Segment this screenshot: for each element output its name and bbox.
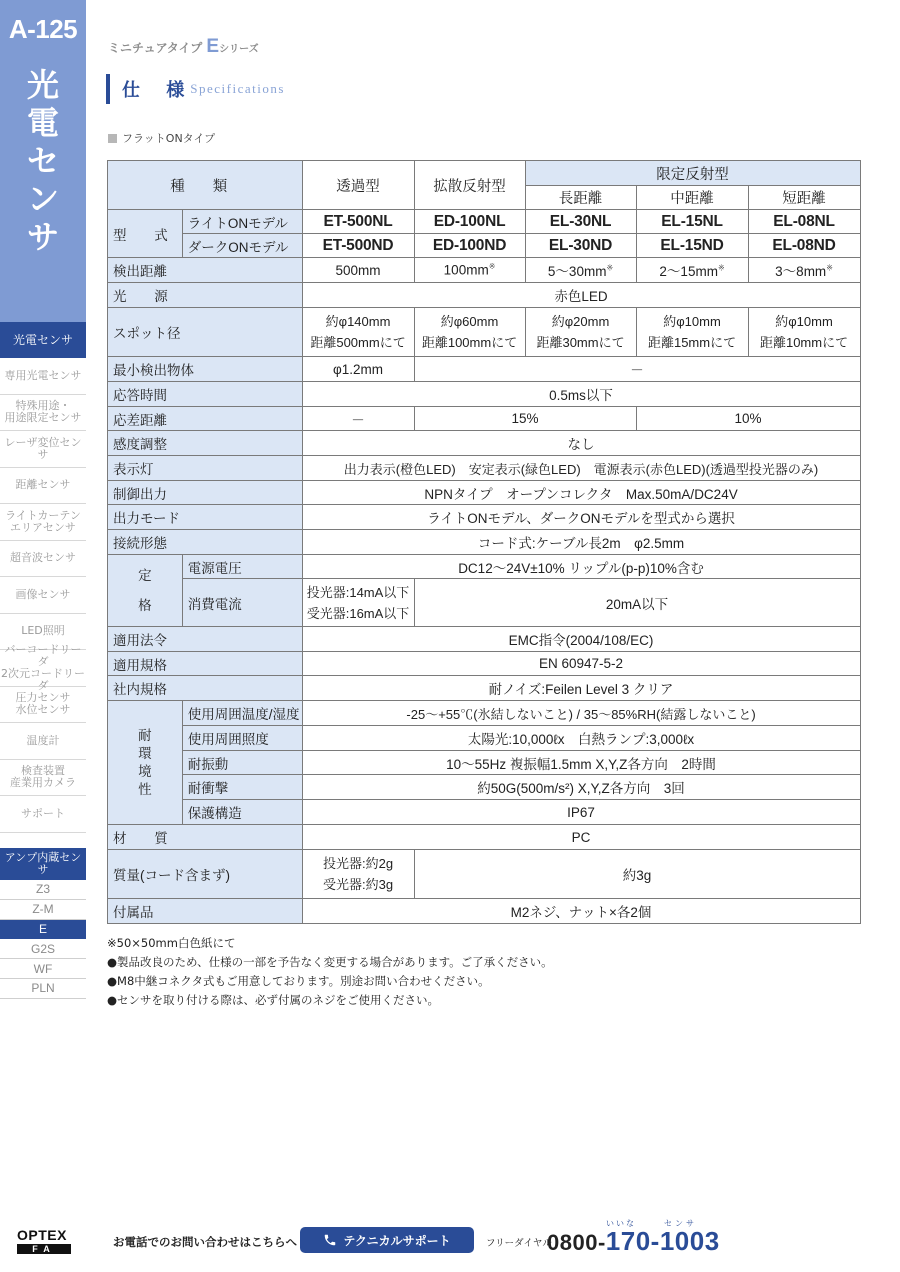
value-cell: 10%: [636, 407, 860, 431]
value-cell: 15%: [414, 407, 636, 431]
table-row: [108, 357, 861, 382]
row-label: 電源電圧: [182, 555, 302, 579]
col-long: 長距離: [525, 186, 636, 210]
square-bullet-icon: [108, 134, 117, 143]
subnav-item-wf[interactable]: WF: [0, 959, 86, 979]
value-cell: 出力表示(橙色LED) 安定表示(緑色LED) 電源表示(赤色LED)(透過型投光器のみ): [302, 456, 860, 481]
row-label: 検出距離: [108, 258, 303, 283]
value-cell: 太陽光:10,000ℓx 白熱ランプ:3,000ℓx: [302, 726, 860, 751]
phone-number[interactable]: 0800-170-1003: [547, 1226, 720, 1256]
kind-header: 種 類: [108, 161, 303, 210]
sub-nav: [0, 848, 86, 999]
category-char: サ: [26, 218, 59, 256]
row-label: 材 質: [108, 825, 303, 850]
note-line: ●センサを取り付ける際は、必ず付属のネジをご使用ください。: [107, 993, 440, 1007]
table-row: [108, 652, 861, 676]
heading-bar: [106, 74, 110, 104]
nav-item-pressure[interactable]: 圧力センサ 水位センサ: [0, 687, 86, 724]
value-cell: EN 60947-5-2: [302, 652, 860, 676]
row-label: 付属品: [108, 899, 303, 924]
value-cell: 赤色LED: [302, 283, 860, 308]
table-row: [108, 308, 861, 357]
row-label: 使用周囲温度/湿度: [182, 701, 302, 726]
nav-item-image[interactable]: 画像センサ: [0, 577, 86, 614]
value-cell: 20mA以下: [414, 579, 860, 627]
table-row: [108, 505, 861, 530]
phone-ruby: センサ: [664, 1219, 697, 1228]
freedial-label: フリーダイヤル: [486, 1238, 552, 1249]
value-cell: 0.5ms以下: [302, 382, 860, 407]
tech-support-button[interactable]: [300, 1227, 474, 1253]
value-cell: 約φ10mm 距離15mmにて: [636, 308, 748, 357]
col-transmissive: 透過型: [302, 161, 414, 210]
value-cell: 投光器:14mA以下 受光器:16mA以下: [302, 579, 414, 627]
subnav-item-zm[interactable]: Z-M: [0, 900, 86, 920]
nav-item-ultrasonic[interactable]: 超音波センサ: [0, 541, 86, 578]
subnav-item-pln[interactable]: PLN: [0, 979, 86, 999]
table-row: [108, 234, 861, 258]
spec-table: [107, 160, 861, 924]
value-cell: 約φ20mm 距離30mmにて: [525, 308, 636, 357]
notes: [107, 934, 553, 1010]
value-cell: －: [414, 357, 860, 382]
model-cell: ET-500ND: [302, 234, 414, 258]
col-short: 短距離: [748, 186, 860, 210]
table-row: [108, 775, 861, 800]
row-label: 表示灯: [108, 456, 303, 481]
table-row: [108, 627, 861, 652]
value-cell: 3～8mm※: [748, 258, 860, 283]
value-cell: IP67: [302, 800, 860, 825]
subnav-item-e[interactable]: E: [0, 920, 86, 940]
table-row: [108, 850, 861, 899]
nav-item-photoelectric[interactable]: 光電センサ: [0, 322, 86, 358]
value-cell: 100mm※: [414, 258, 525, 283]
nav-item-barcode[interactable]: バーコードリーダ 2次元コードリーダ: [1, 642, 85, 692]
value-cell: PC: [302, 825, 860, 850]
table-row: [108, 555, 861, 579]
model-label: 型 式: [108, 210, 183, 258]
light-on-label: ライトONモデル: [182, 210, 302, 234]
environment-label: 耐 環 境 性: [108, 701, 183, 825]
table-row: [108, 456, 861, 481]
value-cell: 5～30mm※: [525, 258, 636, 283]
value-cell: ライトONモデル、ダークONモデルを型式から選択: [302, 505, 860, 530]
value-cell: 投光器:約2g 受光器:約3g: [302, 850, 414, 899]
value-cell: －: [302, 407, 414, 431]
series-title: [108, 36, 259, 58]
table-row: [108, 283, 861, 308]
nav-item-led[interactable]: LED照明: [0, 614, 86, 651]
nav-item-support[interactable]: サポート: [0, 796, 86, 833]
series-prefix: ミニチュアタイプ: [108, 41, 207, 55]
row-label: 耐振動: [182, 751, 302, 775]
row-label: 光 源: [108, 283, 303, 308]
value-cell: NPNタイプ オープンコレクタ Max.50mA/DC24V: [302, 481, 860, 505]
series-letter: E: [206, 36, 220, 57]
nav-item-thermometer[interactable]: 温度計: [0, 723, 86, 760]
phone-icon: [323, 1233, 337, 1247]
nav-item-inspection[interactable]: 検査装置 産業用カメラ: [0, 760, 86, 797]
subnav-item-g2s[interactable]: G2S: [0, 939, 86, 959]
footer: [0, 1218, 900, 1268]
table-row: [108, 825, 861, 850]
row-label: 社内規格: [108, 676, 303, 701]
table-row: [108, 676, 861, 701]
value-cell: -25～+55℃(氷結しないこと) / 35～85%RH(結露しないこと): [302, 701, 860, 726]
value-cell: 約50G(500m/s²) X,Y,Z各方向 3回: [302, 775, 860, 800]
model-cell: EL-15ND: [636, 234, 748, 258]
table-row: [108, 382, 861, 407]
table-row: [108, 258, 861, 283]
row-label: 保護構造: [182, 800, 302, 825]
value-cell: M2ネジ、ナット×各2個: [302, 899, 860, 924]
table-row: [108, 210, 861, 234]
row-label: 耐衝撃: [182, 775, 302, 800]
page-code: A-125: [8, 14, 78, 44]
value-cell: 約3g: [414, 850, 860, 899]
value-cell: なし: [302, 431, 860, 456]
nav-item-special[interactable]: 特殊用途・ 用途限定センサ: [0, 395, 86, 432]
row-label: 消費電流: [182, 579, 302, 627]
table-row: [108, 407, 861, 431]
category-nav: [0, 322, 86, 833]
subtype-text: フラットONタイプ: [122, 132, 216, 145]
nav-item-light-curtain[interactable]: ライトカーテン エリアセンサ: [0, 504, 86, 541]
phone-ruby: いいな: [606, 1219, 636, 1228]
category-char: セ: [26, 142, 59, 180]
contact-text: お電話でのお問い合わせはこちらへ: [113, 1235, 297, 1249]
dark-on-label: ダークONモデル: [182, 234, 302, 258]
col-limited: 限定反射型: [525, 161, 860, 186]
nav-item-distance[interactable]: 距離センサ: [0, 468, 86, 505]
model-cell: ET-500NL: [302, 210, 414, 234]
rating-label: 定 格: [108, 555, 183, 627]
subtype-label: [108, 130, 215, 146]
table-row: [108, 751, 861, 775]
row-label: 使用周囲照度: [182, 726, 302, 751]
category-title: [0, 66, 86, 256]
value-cell: EMC指令(2004/108/EC): [302, 627, 860, 652]
row-label: スポット径: [108, 308, 303, 357]
series-suffix: シリーズ: [219, 44, 259, 55]
row-label: 適用規格: [108, 652, 303, 676]
model-cell: EL-30ND: [525, 234, 636, 258]
value-cell: 耐ノイズ:Feilen Level 3 クリア: [302, 676, 860, 701]
row-label: 最小検出物体: [108, 357, 303, 382]
value-cell: 約φ140mm 距離500mmにて: [302, 308, 414, 357]
row-label: 適用法令: [108, 627, 303, 652]
model-cell: ED-100NL: [414, 210, 525, 234]
table-row: [108, 726, 861, 751]
table-row: [108, 800, 861, 825]
table-row: [108, 481, 861, 505]
row-label: 接続形態: [108, 530, 303, 555]
note-line: ●M8中継コネクタ式もご用意しております。別途お問い合わせください。: [107, 974, 490, 988]
subnav-header[interactable]: アンプ内蔵センサ: [0, 848, 86, 880]
category-char: ン: [26, 180, 59, 218]
table-row: [108, 530, 861, 555]
row-label: 制御出力: [108, 481, 303, 505]
category-char: 光: [26, 66, 59, 104]
model-cell: EL-08NL: [748, 210, 860, 234]
value-cell: 500mm: [302, 258, 414, 283]
table-row: [108, 899, 861, 924]
col-mid: 中距離: [636, 186, 748, 210]
value-cell: 約φ10mm 距離10mmにて: [748, 308, 860, 357]
value-cell: 10～55Hz 複振幅1.5mm X,Y,Z各方向 2時間: [302, 751, 860, 775]
row-label: 出力モード: [108, 505, 303, 530]
support-label: テクニカルサポート: [343, 1233, 451, 1248]
subnav-item-z3[interactable]: Z3: [0, 880, 86, 900]
model-cell: EL-30NL: [525, 210, 636, 234]
value-cell: φ1.2mm: [302, 357, 414, 382]
sidebar: [0, 0, 86, 1000]
row-label: 応差距離: [108, 407, 303, 431]
note-line: ●製品改良のため、仕様の一部を予告なく変更する場合があります。ご了承ください。: [107, 955, 553, 969]
category-char: 電: [26, 104, 59, 142]
col-diffuse: 拡散反射型: [414, 161, 525, 210]
model-cell: EL-08ND: [748, 234, 860, 258]
value-cell: DC12～24V±10% リップル(p-p)10%含む: [302, 555, 860, 579]
table-row: [108, 579, 861, 627]
optex-fa-logo: OPTEX FA: [17, 1228, 71, 1254]
model-cell: ED-100ND: [414, 234, 525, 258]
value-cell: 約φ60mm 距離100mmにて: [414, 308, 525, 357]
model-cell: EL-15NL: [636, 210, 748, 234]
table-row: [108, 701, 861, 726]
nav-item-dedicated[interactable]: 専用光電センサ: [0, 358, 86, 395]
nav-item-laser[interactable]: レーザ変位センサ: [0, 431, 86, 468]
row-label: 応答時間: [108, 382, 303, 407]
value-cell: 2～15mm※: [636, 258, 748, 283]
table-row: [108, 431, 861, 456]
row-label: 感度調整: [108, 431, 303, 456]
row-label: 質量(コード含まず): [108, 850, 303, 899]
spec-heading: [106, 74, 285, 104]
value-cell: コード式:ケーブル長2m φ2.5mm: [302, 530, 860, 555]
spec-title-jp: 仕 様: [122, 80, 195, 101]
table-row: [108, 161, 861, 186]
note-line: ※50×50mm白色紙にて: [107, 936, 236, 950]
sidebar-header: [0, 0, 86, 322]
spec-title-en: Specifications: [190, 81, 285, 96]
